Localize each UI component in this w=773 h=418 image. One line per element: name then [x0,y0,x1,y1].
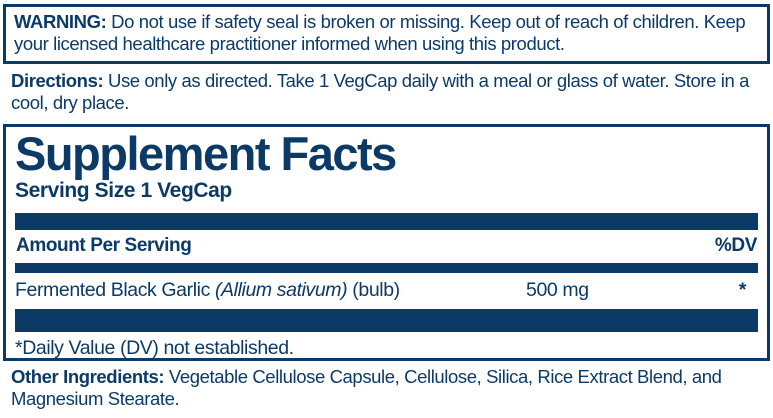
ingredient-plant-part: (bulb) [352,279,400,301]
divider-bar-thin [15,263,758,273]
other-ingredients-label: Other Ingredients: [11,366,165,387]
supplement-facts-title: Supplement Facts [15,127,396,180]
directions-block [11,70,767,114]
serving-size: Serving Size 1 VegCap [15,179,232,202]
other-ingredients-text: Vegetable Cellulose Capsule, Cellulose, Silica, Rice Extract Blend, and Magnesium Stearate. [11,366,722,409]
divider-bar-thick [15,213,758,230]
amount-per-serving-header: Amount Per Serving [16,235,192,256]
directions-label: Directions: [11,70,104,91]
amount-header-row [15,230,758,263]
directions-text: Use only as directed. Take 1 VegCap daily with a meal or glass of water. Store in a cool, dry place. [11,70,750,113]
ingredient-row [15,273,758,309]
ingredient-name: Fermented Black Garlic (Allium sativum) (bulb) [15,279,400,301]
dv-footnote: *Daily Value (DV) not established. [15,337,294,359]
ingredient-amount: 500 mg [526,279,589,301]
warning-label: WARNING: [14,11,107,32]
other-ingredients-block [11,366,767,410]
divider-bar-thick-bottom [15,309,758,332]
ingredient-latin-name: (Allium sativum) [214,279,348,301]
percent-dv-header: %DV [714,235,757,256]
supplement-facts-panel [3,124,770,361]
warning-box [3,4,770,64]
ingredient-dv: * [738,279,746,301]
warning-text: Do not use if safety seal is broken or missing. Keep out of reach of children. Keep your licensed healthcare practitioner informed when using this product. [14,11,746,54]
